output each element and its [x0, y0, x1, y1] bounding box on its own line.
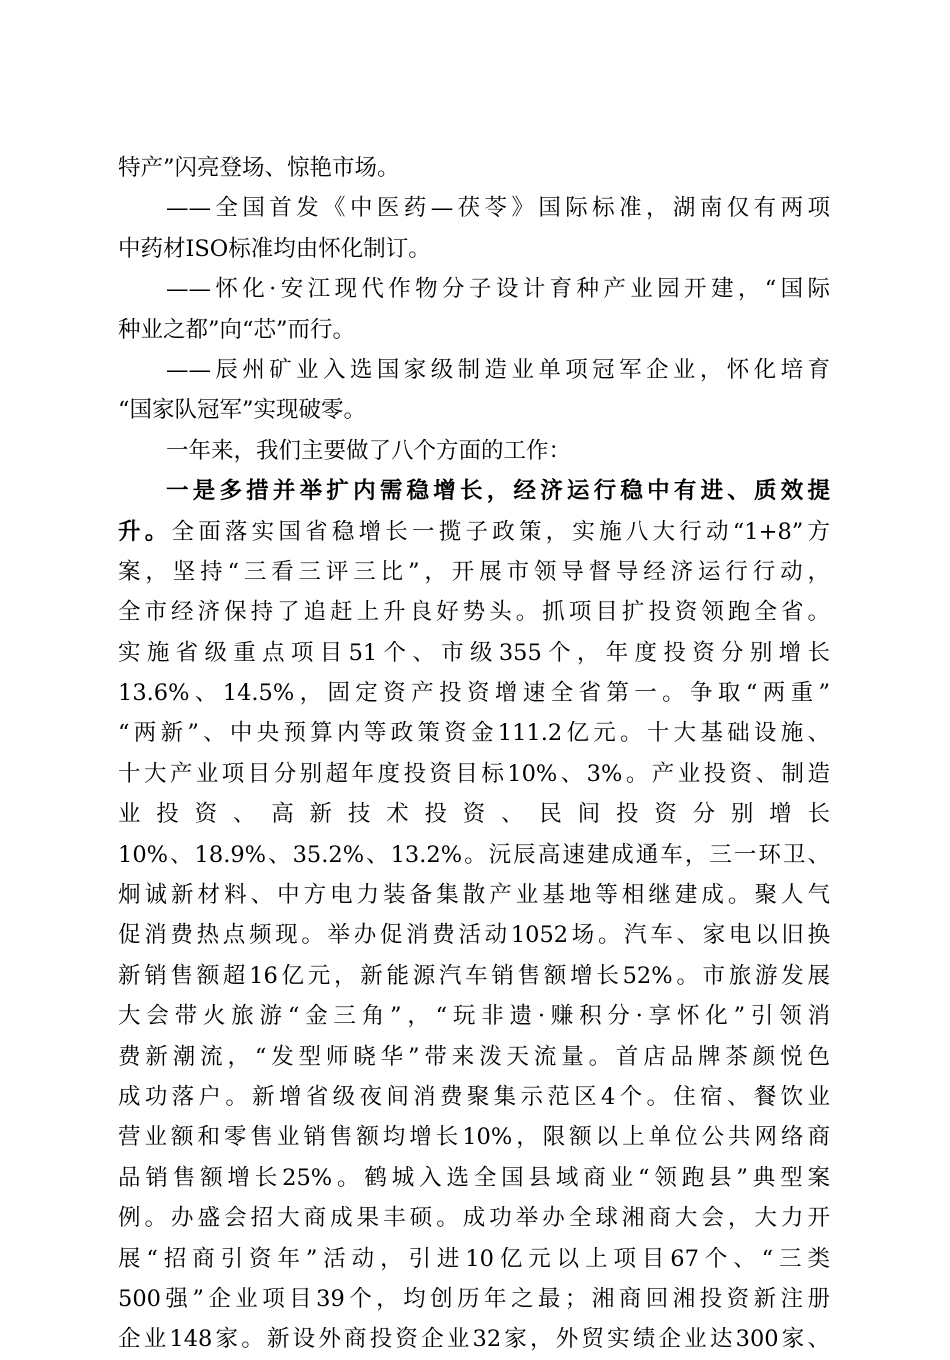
text-line: 实施省级重点项目51个、市级355个，年度投资分别增长 — [118, 639, 830, 666]
section-heading-end: 升。 — [118, 518, 172, 545]
text-line: 品销售额增长25%。鹤城入选全国县域商业“领跑县”典型案 — [118, 1164, 830, 1191]
text-line: 全市经济保持了追赶上升良好势头。抓项目扩投资领跑全省。 — [118, 599, 830, 626]
text-line: 费新潮流，“发型师晓华”带来泼天流量。首店品牌茶颜悦色 — [118, 1043, 830, 1070]
text-line: 业投资、高新技术投资、民间投资分别增长 — [118, 801, 830, 828]
text-line: ——全国首发《中医药—茯苓》国际标准，湖南仅有两项 — [166, 195, 830, 222]
text-line: 特产”闪亮登场、惊艳市场。 — [118, 155, 400, 181]
text-line: 炯诚新材料、中方电力装备集散产业基地等相继建成。聚人气 — [118, 882, 830, 909]
text-line: 中药材ISO标准均由怀化制订。 — [118, 235, 431, 262]
text-line: 大会带火旅游“金三角”，“玩非遗·赚积分·享怀化”引领消 — [118, 1003, 830, 1030]
text-line: 13.6%、14.5%，固定资产投资增速全省第一。争取“两重” — [118, 680, 830, 707]
text-run: 全面落实国省稳增长一揽子政策，实施八大行动“1+8”方 — [171, 518, 830, 545]
text-line: 一年来，我们主要做了八个方面的工作： — [166, 437, 572, 464]
text-line: 500强”企业项目39个，均创历年之最；湘商回湘投资新注册 — [118, 1285, 830, 1312]
text-line: 营业额和零售业销售额均增长10%，限额以上单位公共网络商 — [118, 1124, 830, 1151]
text-line: “国家队冠军”实现破零。 — [118, 397, 367, 424]
text-line: 种业之都”向“芯”而行。 — [118, 316, 356, 343]
document-page — [118, 148, 830, 1360]
text-line: “两新”、中央预算内等政策资金111.2亿元。十大基础设施、 — [118, 720, 830, 747]
text-line: 新销售额超16亿元，新能源汽车销售额增长52%。市旅游发展 — [118, 962, 830, 989]
section-heading-line: 一是多措并举扩内需稳增长，经济运行稳中有进、质效提 — [166, 478, 830, 505]
text-line: 例。办盛会招大商成果丰硕。成功举办全球湘商大会，大力开 — [118, 1205, 830, 1232]
text-line: 10%、18.9%、35.2%、13.2%。沅辰高速建成通车，三一环卫、 — [118, 841, 830, 868]
text-line: ——怀化·安江现代作物分子设计育种产业园开建，“国际 — [166, 276, 830, 303]
text-line — [118, 512, 830, 552]
text-line: 促消费热点频现。举办促消费活动1052场。汽车、家电以旧换 — [118, 922, 830, 949]
text-line: 展“招商引资年”活动，引进10亿元以上项目67个、“三类 — [118, 1245, 830, 1272]
text-line: 企业148家。新设外商投资企业32家，外贸实绩企业达300家、 — [118, 1326, 830, 1353]
text-line: ——辰州矿业入选国家级制造业单项冠军企业，怀化培育 — [166, 356, 830, 383]
text-line: 成功落户。新增省级夜间消费聚集示范区4个。住宿、餐饮业 — [118, 1083, 830, 1110]
text-line: 十大产业项目分别超年度投资目标10%、3%。产业投资、制造 — [118, 760, 830, 787]
text-line: 案，坚持“三看三评三比”，开展市领导督导经济运行行动， — [118, 558, 830, 585]
